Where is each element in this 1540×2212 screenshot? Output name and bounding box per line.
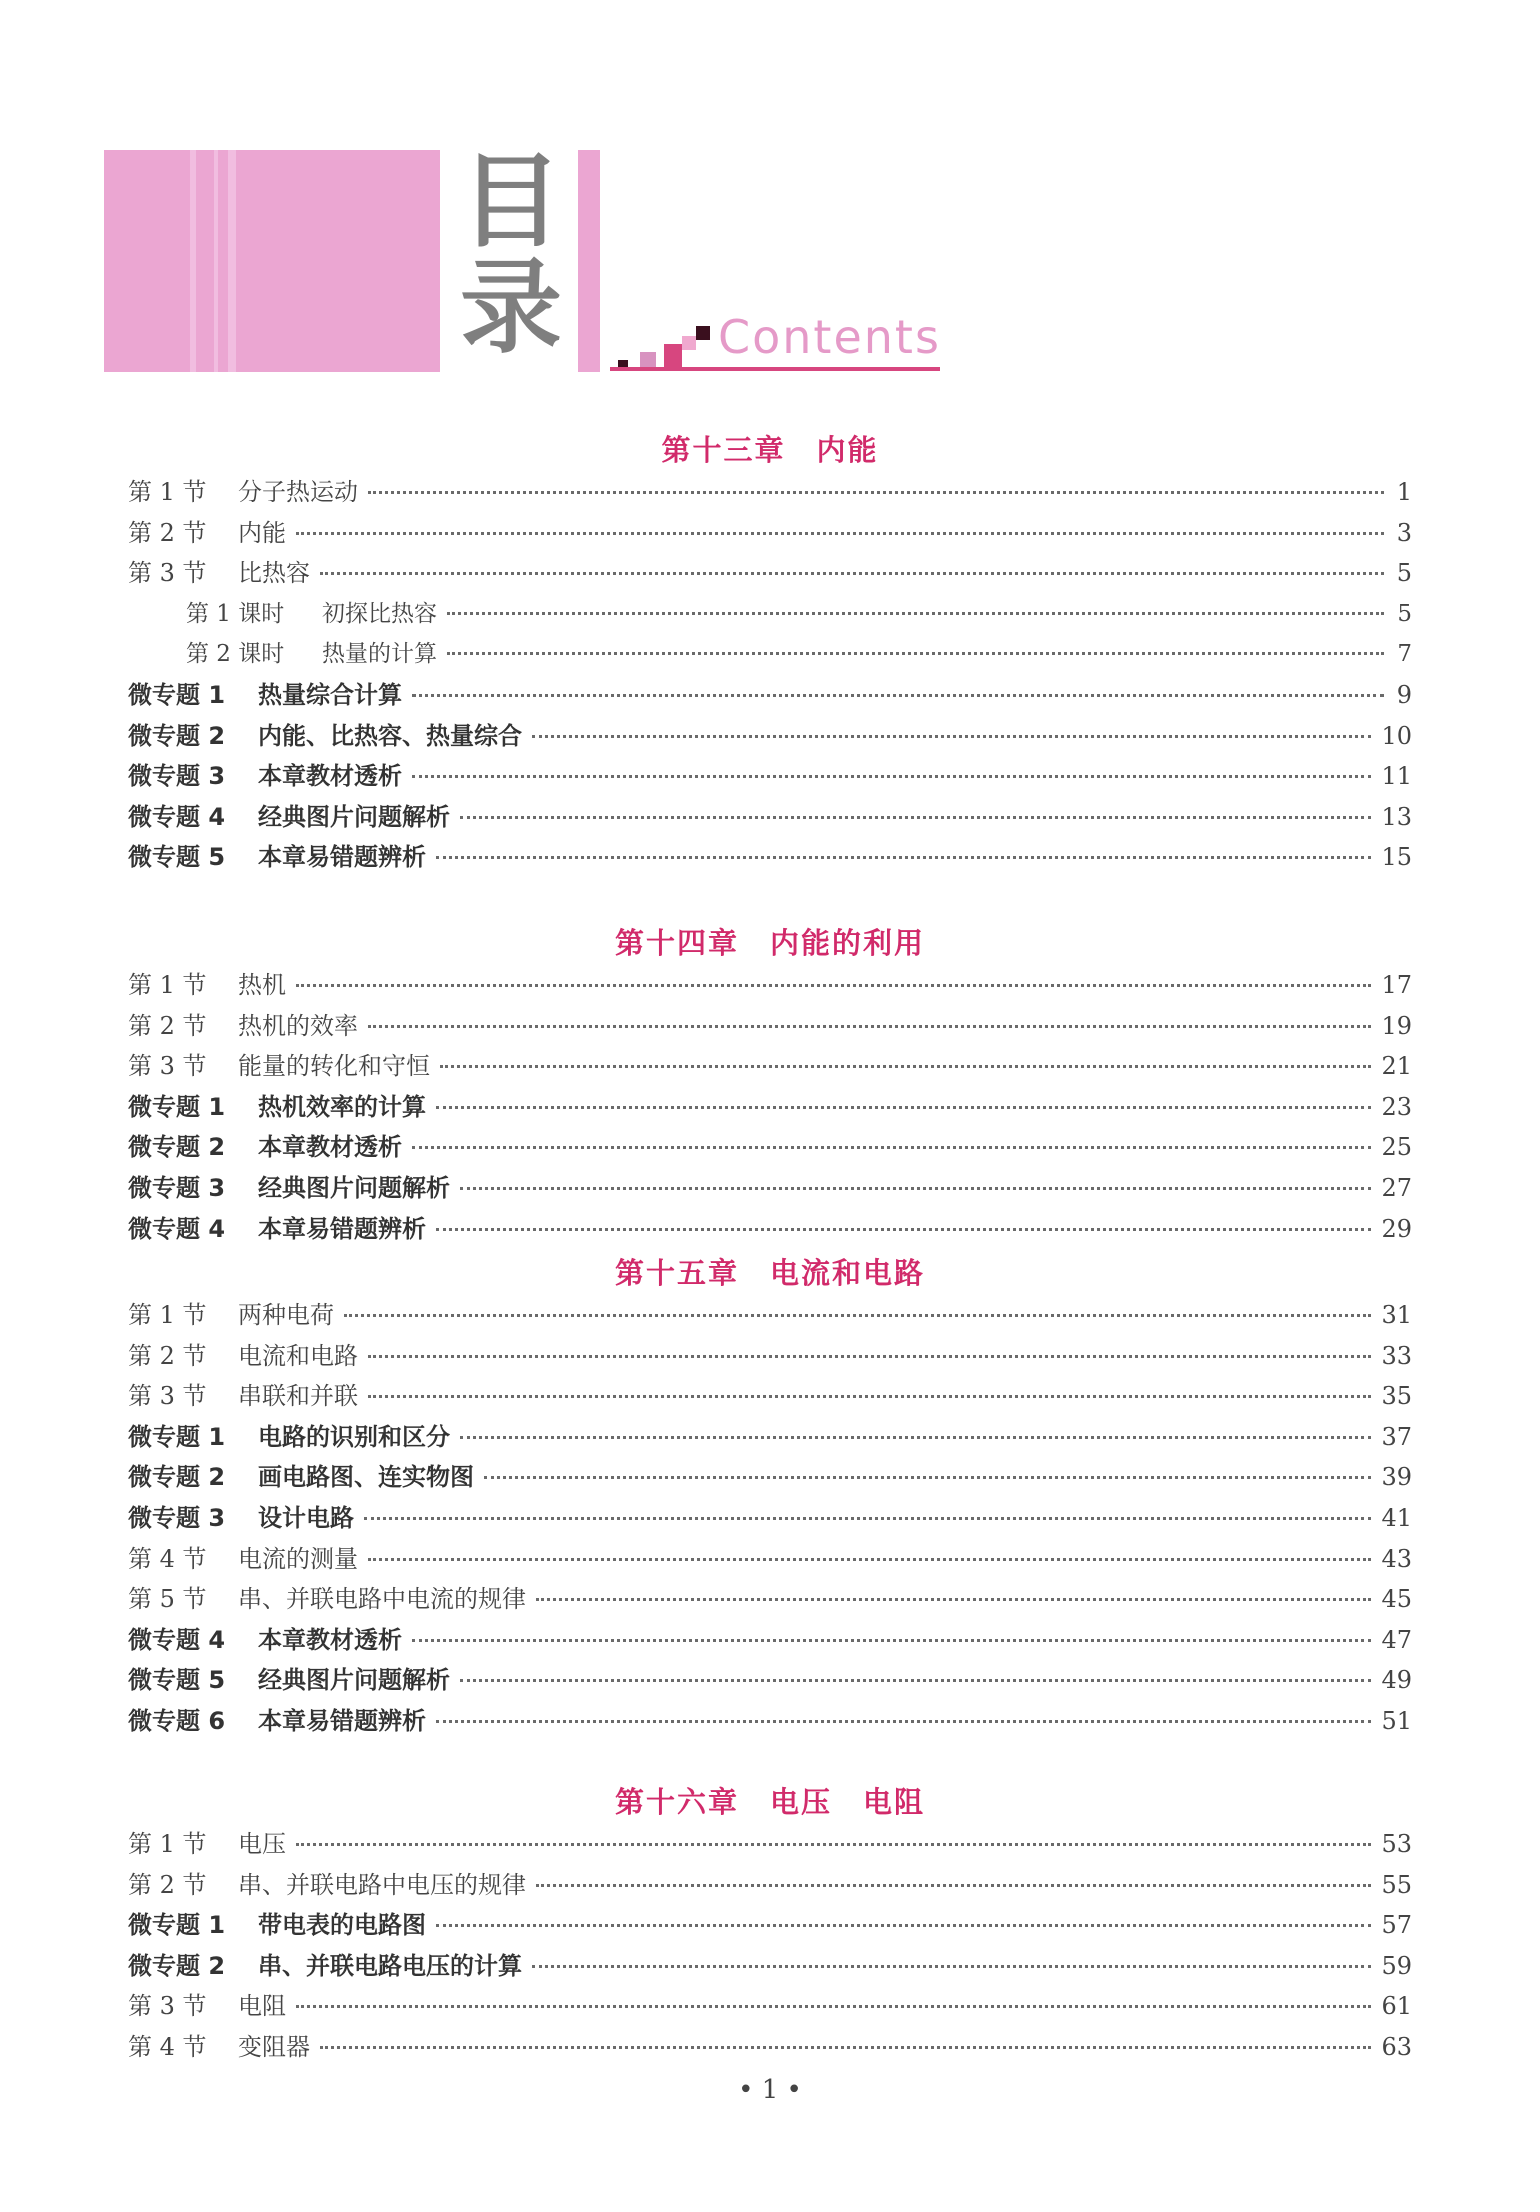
toc-entry-page-number: 10 bbox=[1381, 721, 1412, 750]
dot-leader bbox=[344, 1290, 1371, 1317]
toc-entry-micro-topic[interactable] bbox=[128, 1620, 1412, 1660]
toc-entry-label: 微专题 5 bbox=[128, 1666, 226, 1695]
toc-entry-title: 带电表的电路图 bbox=[258, 1911, 426, 1940]
contents-subtitle: Contents bbox=[718, 310, 941, 364]
dot-leader bbox=[532, 711, 1371, 738]
toc-entry-page-number: 53 bbox=[1381, 1830, 1412, 1858]
dot-leader bbox=[368, 1371, 1371, 1398]
dot-leader bbox=[296, 508, 1384, 535]
toc-entry-label: 微专题 3 bbox=[128, 1174, 226, 1202]
toc-entry-title: 初探比热容 bbox=[322, 600, 437, 627]
toc-entry-page-number: 27 bbox=[1381, 1174, 1412, 1202]
dot-leader bbox=[368, 1001, 1371, 1028]
toc-entry-micro-topic[interactable] bbox=[128, 1087, 1412, 1127]
toc-entry-title: 电压 bbox=[238, 1830, 286, 1858]
dot-leader bbox=[296, 960, 1371, 987]
toc-entry-micro-topic[interactable] bbox=[128, 1417, 1412, 1457]
header-stripe bbox=[228, 150, 236, 372]
toc-entry-page-number: 33 bbox=[1381, 1341, 1412, 1370]
toc-entry-title: 本章易错题辨析 bbox=[258, 1707, 426, 1735]
dot-leader bbox=[436, 1204, 1371, 1231]
toc-entry-label: 第 5 节 bbox=[128, 1585, 207, 1614]
toc-entry-label: 微专题 6 bbox=[128, 1707, 226, 1735]
toc-entry-title: 本章教材透析 bbox=[258, 762, 402, 791]
toc-entry-micro-topic[interactable] bbox=[128, 1209, 1412, 1249]
toc-entry-label: 微专题 1 bbox=[128, 681, 226, 709]
toc-entry-title: 能量的转化和守恒 bbox=[238, 1052, 430, 1081]
title-char: 录 bbox=[460, 249, 562, 368]
toc-entry-page-number: 35 bbox=[1381, 1382, 1412, 1411]
chapter-heading: 第十三章 内能 bbox=[661, 433, 879, 467]
toc-entry-label: 微专题 4 bbox=[128, 1214, 226, 1243]
title-char: 目 bbox=[460, 143, 562, 262]
toc-entry-label: 微专题 4 bbox=[128, 802, 226, 831]
dot-leader bbox=[447, 588, 1384, 615]
toc-entry-title: 串、并联电路中电压的规律 bbox=[238, 1870, 526, 1899]
toc-entry-micro-topic[interactable] bbox=[128, 837, 1412, 877]
page-number: • 1 • bbox=[738, 2075, 802, 2105]
toc-entry-label: 第 1 节 bbox=[128, 1830, 207, 1858]
toc-entry-section[interactable] bbox=[128, 513, 1412, 553]
contents-underline bbox=[610, 367, 940, 371]
toc-entry-title: 热量的计算 bbox=[322, 641, 437, 668]
dot-leader bbox=[460, 792, 1371, 819]
toc-entry-page-number: 3 bbox=[1396, 518, 1412, 547]
toc-entry-label: 微专题 1 bbox=[128, 1422, 226, 1451]
toc-entry-page-number: 5 bbox=[1397, 600, 1412, 627]
toc-entry-title: 两种电荷 bbox=[238, 1301, 334, 1329]
toc-entry-section[interactable] bbox=[128, 1986, 1412, 2026]
chapter-heading: 第十六章 电压 电阻 bbox=[614, 1785, 925, 1819]
dot-leader bbox=[368, 1534, 1371, 1561]
toc-entry-label: 第 1 节 bbox=[128, 478, 207, 506]
toc-entry-page-number: 21 bbox=[1381, 1052, 1412, 1081]
toc-entry-page-number: 49 bbox=[1381, 1666, 1412, 1695]
toc-entry-title: 本章易错题辨析 bbox=[258, 843, 426, 872]
toc-entry-label: 第 3 节 bbox=[128, 1382, 207, 1411]
toc-entry-title: 热机 bbox=[238, 971, 286, 999]
toc-entry-section[interactable] bbox=[128, 2027, 1412, 2067]
dot-leader bbox=[484, 1452, 1371, 1479]
dot-leader bbox=[536, 1860, 1371, 1887]
toc-entry-title: 本章教材透析 bbox=[258, 1625, 402, 1654]
decor-square bbox=[682, 336, 696, 350]
dot-leader bbox=[460, 1163, 1371, 1190]
toc-entry-label: 第 2 节 bbox=[128, 518, 207, 547]
toc-entry-micro-topic[interactable] bbox=[128, 1946, 1412, 1986]
dot-leader bbox=[296, 1819, 1371, 1846]
toc-entry-micro-topic[interactable] bbox=[128, 1127, 1412, 1167]
decor-square bbox=[664, 344, 682, 368]
toc-entry-section[interactable] bbox=[128, 472, 1412, 512]
dot-leader bbox=[412, 670, 1384, 697]
toc-entry-page-number: 45 bbox=[1381, 1585, 1412, 1614]
toc-entry-section[interactable] bbox=[128, 1046, 1412, 1086]
header-stripe bbox=[190, 150, 196, 372]
toc-entry-page-number: 1 bbox=[1396, 478, 1412, 506]
dot-leader bbox=[447, 628, 1384, 655]
dot-leader bbox=[436, 1696, 1371, 1723]
toc-entry-label: 第 1 节 bbox=[128, 971, 207, 999]
toc-entry-section[interactable] bbox=[128, 1579, 1412, 1619]
toc-entry-title: 画电路图、连实物图 bbox=[258, 1463, 474, 1492]
dot-leader bbox=[296, 1981, 1371, 2008]
toc-entry-lesson[interactable] bbox=[186, 634, 1412, 674]
toc-entry-label: 第 2 节 bbox=[128, 1870, 207, 1899]
dot-leader bbox=[368, 1331, 1371, 1358]
dot-leader bbox=[436, 1900, 1371, 1927]
dot-leader bbox=[436, 832, 1371, 859]
toc-entry-label: 微专题 5 bbox=[128, 843, 226, 872]
toc-entry-title: 串、并联电路电压的计算 bbox=[258, 1951, 522, 1980]
toc-entry-label: 微专题 1 bbox=[128, 1092, 226, 1121]
toc-entry-label: 第 3 节 bbox=[128, 1992, 207, 2021]
toc-entry-title: 内能、比热容、热量综合 bbox=[258, 721, 522, 750]
toc-entry-label: 第 3 节 bbox=[128, 1052, 207, 1081]
toc-entry-page-number: 37 bbox=[1381, 1422, 1412, 1451]
toc-entry-section[interactable] bbox=[128, 1376, 1412, 1416]
toc-entry-label: 第 2 课时 bbox=[186, 641, 285, 668]
toc-entry-title: 经典图片问题解析 bbox=[258, 802, 450, 831]
toc-entry-section[interactable] bbox=[128, 1336, 1412, 1376]
toc-entry-page-number: 55 bbox=[1381, 1870, 1412, 1899]
toc-entry-label: 第 2 节 bbox=[128, 1011, 207, 1040]
toc-entry-title: 热机的效率 bbox=[238, 1011, 358, 1040]
toc-entry-section[interactable] bbox=[128, 965, 1412, 1005]
toc-entry-label: 微专题 1 bbox=[128, 1911, 226, 1940]
toc-entry-title: 经典图片问题解析 bbox=[258, 1174, 450, 1202]
header-stripe bbox=[214, 150, 218, 372]
dot-leader bbox=[440, 1041, 1371, 1068]
toc-entry-micro-topic[interactable] bbox=[128, 756, 1412, 796]
toc-entry-label: 微专题 2 bbox=[128, 1463, 226, 1492]
toc-entry-page-number: 7 bbox=[1397, 641, 1412, 668]
header-color-block bbox=[104, 150, 440, 372]
toc-entry-title: 本章易错题辨析 bbox=[258, 1214, 426, 1243]
toc-entry-title: 内能 bbox=[238, 518, 286, 547]
toc-entry-page-number: 31 bbox=[1381, 1301, 1412, 1329]
toc-entry-title: 串联和并联 bbox=[238, 1382, 358, 1411]
toc-entry-label: 微专题 2 bbox=[128, 721, 226, 750]
dot-leader bbox=[412, 1122, 1371, 1149]
toc-entry-title: 本章教材透析 bbox=[258, 1133, 402, 1162]
toc-entry-page-number: 11 bbox=[1381, 762, 1412, 791]
toc-entry-title: 热机效率的计算 bbox=[258, 1092, 426, 1121]
chapter-heading: 第十四章 内能的利用 bbox=[614, 926, 925, 960]
page-title bbox=[446, 143, 576, 368]
dot-leader bbox=[532, 1941, 1371, 1968]
dot-leader bbox=[412, 751, 1371, 778]
dot-leader bbox=[536, 1574, 1371, 1601]
toc-entry-page-number: 47 bbox=[1381, 1625, 1412, 1654]
toc-entry-title: 变阻器 bbox=[238, 2033, 310, 2061]
toc-entry-page-number: 43 bbox=[1381, 1544, 1412, 1573]
decor-square bbox=[696, 326, 710, 340]
toc-entry-page-number: 19 bbox=[1381, 1011, 1412, 1040]
toc-entry-title: 设计电路 bbox=[258, 1504, 354, 1532]
toc-entry-label: 微专题 4 bbox=[128, 1625, 226, 1654]
toc-entry-section[interactable] bbox=[128, 1295, 1412, 1335]
dot-leader bbox=[320, 2022, 1371, 2049]
toc-entry-section[interactable] bbox=[128, 1006, 1412, 1046]
toc-entry-page-number: 59 bbox=[1381, 1951, 1412, 1980]
toc-entry-title: 热量综合计算 bbox=[258, 681, 402, 709]
toc-entry-micro-topic[interactable] bbox=[128, 1168, 1412, 1208]
toc-entry-micro-topic[interactable] bbox=[128, 797, 1412, 837]
toc-entry-micro-topic[interactable] bbox=[128, 1701, 1412, 1741]
dot-leader bbox=[364, 1493, 1371, 1520]
toc-entry-page-number: 29 bbox=[1381, 1214, 1412, 1243]
dot-leader bbox=[436, 1082, 1371, 1109]
toc-entry-page-number: 51 bbox=[1381, 1707, 1412, 1735]
toc-entry-page-number: 17 bbox=[1381, 971, 1412, 999]
toc-entry-page-number: 57 bbox=[1381, 1911, 1412, 1940]
toc-entry-section[interactable] bbox=[128, 1539, 1412, 1579]
toc-entry-label: 微专题 3 bbox=[128, 1504, 226, 1532]
toc-entry-title: 电流和电路 bbox=[238, 1341, 358, 1370]
toc-entry-micro-topic[interactable] bbox=[128, 1905, 1412, 1945]
toc-entry-title: 电阻 bbox=[238, 1992, 286, 2021]
toc-entry-page-number: 39 bbox=[1381, 1463, 1412, 1492]
toc-entry-title: 比热容 bbox=[238, 559, 310, 588]
toc-entry-title: 电路的识别和区分 bbox=[258, 1422, 450, 1451]
toc-entry-label: 第 1 课时 bbox=[186, 600, 285, 627]
toc-entry-page-number: 15 bbox=[1381, 843, 1412, 872]
toc-entry-section[interactable] bbox=[128, 1865, 1412, 1905]
header-vertical-bar bbox=[578, 150, 600, 372]
toc-entry-page-number: 41 bbox=[1381, 1504, 1412, 1532]
toc-entry-page-number: 25 bbox=[1381, 1133, 1412, 1162]
toc-entry-label: 第 4 节 bbox=[128, 2033, 207, 2061]
decor-square bbox=[640, 352, 656, 368]
toc-entry-micro-topic[interactable] bbox=[128, 716, 1412, 756]
toc-entry-micro-topic[interactable] bbox=[128, 675, 1412, 715]
toc-entry-title: 分子热运动 bbox=[238, 478, 358, 506]
chapter-heading: 第十五章 电流和电路 bbox=[614, 1256, 925, 1290]
toc-entry-label: 微专题 2 bbox=[128, 1133, 226, 1162]
toc-entry-title: 经典图片问题解析 bbox=[258, 1666, 450, 1695]
toc-entry-page-number: 13 bbox=[1381, 802, 1412, 831]
toc-entry-micro-topic[interactable] bbox=[128, 1498, 1412, 1538]
toc-entry-title: 电流的测量 bbox=[238, 1544, 358, 1573]
toc-entry-title: 串、并联电路中电流的规律 bbox=[238, 1585, 526, 1614]
toc-entry-micro-topic[interactable] bbox=[128, 1457, 1412, 1497]
toc-entry-page-number: 63 bbox=[1381, 2033, 1412, 2061]
toc-entry-label: 第 3 节 bbox=[128, 559, 207, 588]
toc-entry-section[interactable] bbox=[128, 1824, 1412, 1864]
toc-entry-micro-topic[interactable] bbox=[128, 1660, 1412, 1700]
toc-entry-label: 微专题 3 bbox=[128, 762, 226, 791]
toc-entry-label: 微专题 2 bbox=[128, 1951, 226, 1980]
dot-leader bbox=[320, 548, 1384, 575]
toc-entry-page-number: 61 bbox=[1381, 1992, 1412, 2021]
toc-entry-label: 第 1 节 bbox=[128, 1301, 207, 1329]
dot-leader bbox=[460, 1655, 1371, 1682]
toc-entry-page-number: 5 bbox=[1396, 559, 1412, 588]
toc-entry-label: 第 2 节 bbox=[128, 1341, 207, 1370]
dot-leader bbox=[412, 1615, 1371, 1642]
dot-leader bbox=[368, 467, 1384, 494]
toc-entry-label: 第 4 节 bbox=[128, 1544, 207, 1573]
dot-leader bbox=[460, 1412, 1371, 1439]
toc-entry-page-number: 23 bbox=[1381, 1092, 1412, 1121]
toc-entry-page-number: 9 bbox=[1396, 681, 1412, 709]
